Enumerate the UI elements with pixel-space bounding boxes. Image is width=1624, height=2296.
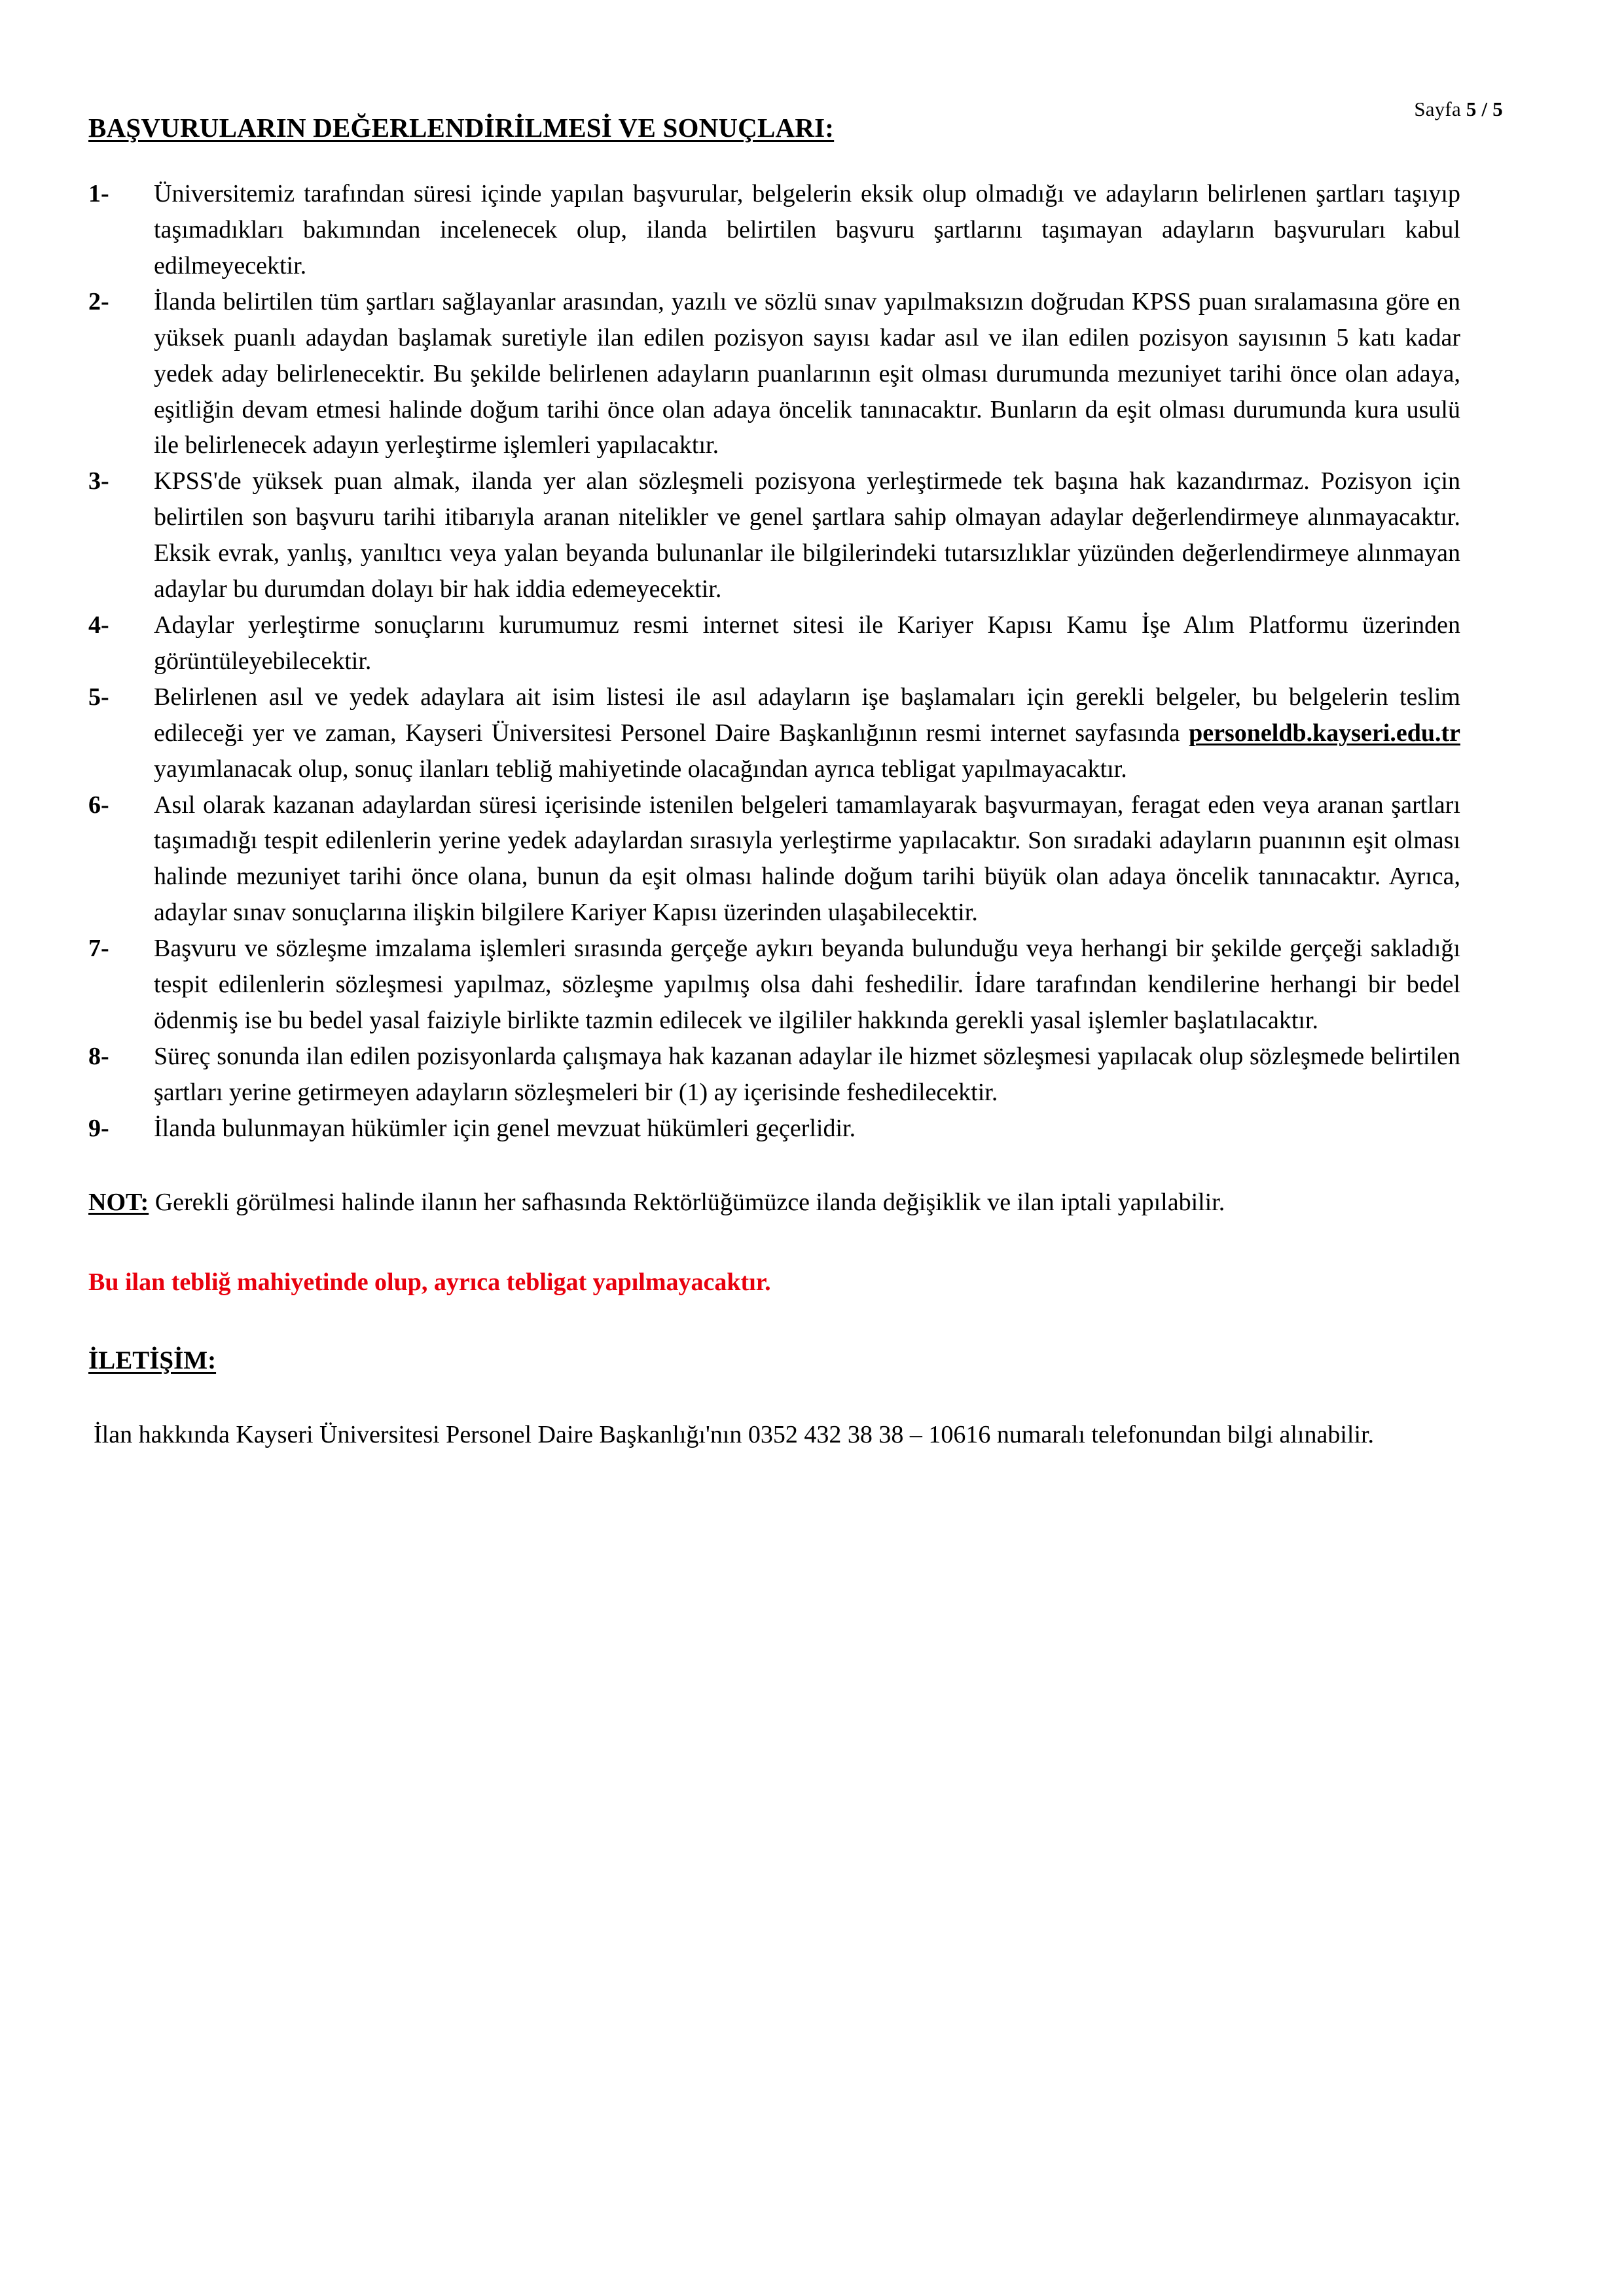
section-title: BAŞVURULARIN DEĞERLENDİRİLMESİ VE SONUÇLARI: <box>88 113 835 143</box>
note-label: NOT: <box>88 1188 149 1216</box>
clause-marker: 9- <box>88 1114 109 1142</box>
clause-item-1 <box>88 176 1460 284</box>
contact-heading: İLETİŞİM: <box>88 1346 217 1374</box>
personeldb-website-link[interactable]: personeldb.kayseri.edu.tr <box>1189 719 1460 747</box>
clause-marker: 3- <box>88 467 109 495</box>
clause-text: Üniversitemiz tarafından süresi içinde yapılan başvurular, belgelerin eksik olup olmadığı ve adayların belirlenen şartları taşıyıp taşımadıkları bakımından incelenecek olup, ilanda belirtilen başvuru şartlarını taşımayan adayların başvuruları kabul edilmeyecektir. <box>154 180 1460 279</box>
clause-text-before-link: Belirlenen asıl ve yedek adaylara ait isim listesi ile asıl adayların işe başlamaları için gerekli belgeler, bu belgelerin teslim edileceği yer ve zaman, Kayseri Üniversitesi Personel Daire Başkanlığının resmi internet sayfasında <box>154 683 1460 747</box>
page-label: Sayfa <box>1414 98 1461 120</box>
clause-text <box>154 679 1460 787</box>
clause-item-7 <box>88 931 1460 1039</box>
contact-body-text: İlan hakkında Kayseri Üniversitesi Personel Daire Başkanlığı'nın 0352 432 38 38 – 10616 numaralı telefonundan bilgi alınabilir. <box>94 1420 1375 1448</box>
clause-list <box>88 176 1460 1146</box>
clause-item-3 <box>88 463 1460 607</box>
clause-marker: 6- <box>88 791 109 819</box>
clause-text-after-link: yayımlanacak olup, sonuç ilanları tebliğ mahiyetinde olacağından ayrıca tebligat yapılmayacaktır. <box>154 755 1127 783</box>
note-paragraph <box>88 1185 1460 1221</box>
clause-marker: 8- <box>88 1042 109 1070</box>
clause-text: Başvuru ve sözleşme imzalama işlemleri sırasında gerçeğe aykırı beyanda bulunduğu veya herhangi bir şekilde gerçeği sakladığı tespit edilenlerin sözleşmesi yapılmaz, sözleşme yapılmış olsa dahi feshedilir. İdare tarafından kendilerine herhangi bir bedel ödenmiş ise bu bedel yasal faiziyle birlikte tazmin edilecek ve ilgililer hakkında gerekli yasal işlemler başlatılacaktır. <box>154 935 1460 1034</box>
clause-item-9 <box>88 1111 1460 1147</box>
clause-text: İlanda belirtilen tüm şartları sağlayanlar arasından, yazılı ve sözlü sınav yapılmaksızın doğrudan KPSS puan sıralamasına göre en yüksek puanlı adaydan başlamak suretiyle ilan edilen pozisyon sayısı kadar asıl ve ilan edilen pozisyon sayısının 5 katı kadar yedek aday belirlenecektir. Bu şekilde belirlenen adayların puanlarının eşit olması durumunda mezuniyet tarihi önce olan adaya, eşitliğin devam etmesi halinde doğum tarihi önce olan adaya öncelik tanınacaktır. Bunların da eşit olması durumunda kura usulü ile belirlenecek adayın yerleştirme işlemleri yapılacaktır. <box>154 287 1460 459</box>
clause-text: İlanda bulunmayan hükümler için genel mevzuat hükümleri geçerlidir. <box>154 1114 856 1142</box>
clause-marker: 5- <box>88 683 109 711</box>
clause-text: KPSS'de yüksek puan almak, ilanda yer alan sözleşmeli pozisyona yerleştirmede tek başına hak kazandırmaz. Pozisyon için belirtilen son başvuru tarihi itibarıyla aranan nitelikler ve genel şartlara sahip olmayan adaylar değerlendirmeye alınmayacaktır. Eksik evrak, yanlış, yanıltıcı veya yalan beyanda bulunanlar ile bilgilerindeki tutarsızlıklar yüzünden değerlendirmeye alınmayan adaylar bu durumdan dolayı bir hak iddia edemeyecektir. <box>154 467 1460 603</box>
clause-item-2 <box>88 284 1460 464</box>
clause-marker: 1- <box>88 180 109 208</box>
clause-marker: 4- <box>88 611 109 639</box>
red-notice-text: Bu ilan tebliğ mahiyetinde olup, ayrıca tebligat yapılmayacaktır. <box>88 1268 771 1296</box>
clause-item-8 <box>88 1039 1460 1111</box>
clause-item-4 <box>88 607 1460 679</box>
clause-marker: 7- <box>88 935 109 963</box>
clause-text: Asıl olarak kazanan adaylardan süresi içerisinde istenilen belgeleri tamamlayarak başvurmayan, feragat eden veya aranan şartları taşımadığı tespit edilenlerin yerine yedek adaylardan sırasıyla yerleştirme yapılacaktır. Son sıradaki adayların puanının eşit olması halinde mezuniyet tarihi önce olana, bunun da eşit olması halinde doğum tarihi büyük olan adaya öncelik tanınacaktır. Ayrıca, adaylar sınav sonuçlarına ilişkin bilgilere Kariyer Kapısı üzerinden ulaşabilecektir. <box>154 791 1460 927</box>
note-text: Gerekli görülmesi halinde ilanın her safhasında Rektörlüğümüzce ilanda değişiklik ve ilan iptali yapılabilir. <box>149 1188 1225 1216</box>
page-number: 5 / 5 <box>1466 98 1503 120</box>
clause-text: Adaylar yerleştirme sonuçlarını kurumumuz resmi internet sitesi ile Kariyer Kapısı Kamu İşe Alım Platformu üzerinden görüntüleyebilecektir. <box>154 611 1460 675</box>
clause-item-5 <box>88 679 1460 787</box>
clause-text: Süreç sonunda ilan edilen pozisyonlarda çalışmaya hak kazanan adaylar ile hizmet sözleşmesi yapılacak olup sözleşmede belirtilen şartları yerine getirmeyen adayların sözleşmeleri bir (1) ay içerisinde feshedilecektir. <box>154 1042 1460 1106</box>
page-number-header <box>1414 98 1503 120</box>
clause-marker: 2- <box>88 287 109 315</box>
clause-item-6 <box>88 787 1460 931</box>
